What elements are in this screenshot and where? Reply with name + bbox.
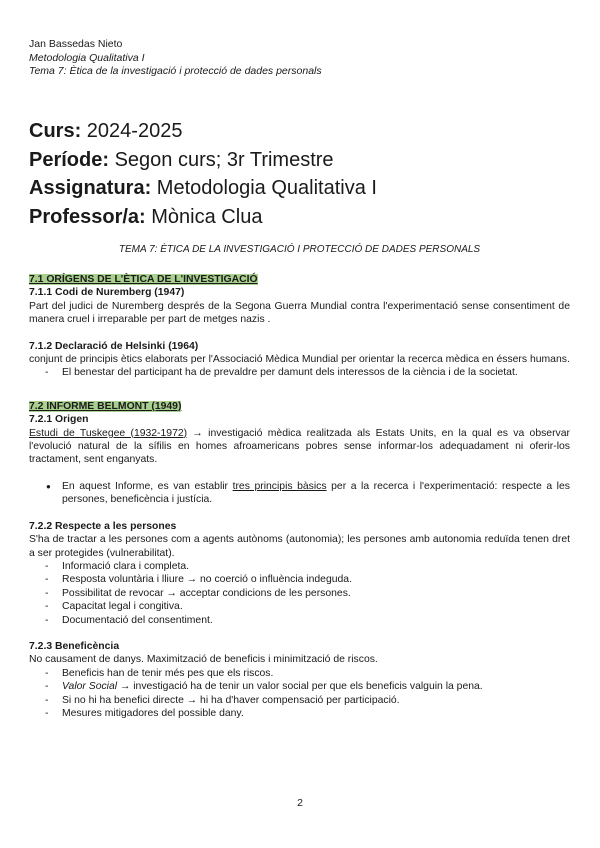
valor-social-term: Valor Social bbox=[62, 681, 118, 693]
header-subject: Metodologia Qualitativa I bbox=[29, 51, 145, 64]
list-item: - Si no hi ha benefici directe → hi ha d'haver compensació per participació. bbox=[29, 694, 570, 707]
header-author: Jan Bassedas Nieto bbox=[29, 38, 123, 50]
section-7-1-heading bbox=[29, 273, 570, 286]
course-row bbox=[29, 117, 377, 146]
subject-row bbox=[29, 174, 377, 203]
document-title: TEMA 7: ÈTICA DE LA INVESTIGACIÓ I PROTECCIÓ DE DADES PERSONALS bbox=[118, 244, 481, 255]
subject-value: Metodologia Qualitativa I bbox=[151, 177, 377, 199]
section-7-2-3-list bbox=[29, 667, 570, 721]
valor-social-text: → investigació ha de tenir un valor social per que els beneficis valguin la pena. bbox=[117, 681, 483, 693]
list-item: - Resposta voluntària i lliure → no coerció o influència indeguda. bbox=[29, 573, 570, 586]
list-item: - Possibilitat de revocar → acceptar condicions de les persones. bbox=[29, 587, 570, 600]
section-7-2-2-heading: 7.2.2 Respecte a les persones bbox=[29, 520, 177, 532]
page-header bbox=[29, 38, 322, 79]
list-item: - El benestar del participant ha de prevaldre per damunt dels interessos de la ciència i de la societat. bbox=[29, 366, 570, 379]
list-item: - Informació clara i completa. bbox=[29, 560, 570, 573]
section-7-1-title: 7.1 ORÍGENS DE L'ÈTICA DE L'INVESTIGACIÓ bbox=[29, 274, 258, 285]
section-7-2-heading bbox=[29, 400, 570, 413]
section-7-2-2-text: S'ha de tractar a les persones com a agents autònoms (autonomia); les persones amb autonomia reduïda tenen dret a ser protegides (vulnerabilitat). bbox=[29, 534, 570, 559]
course-value: 2024-2025 bbox=[81, 120, 183, 142]
list-item: - Documentació del consentiment. bbox=[29, 614, 570, 627]
professor-value: Mònica Clua bbox=[145, 205, 263, 228]
section-7-1-1-text: Part del judici de Nuremberg després de la Segona Guerra Mundial contra l'experimentació sense consentiment de manera cruel i irreparable per part de metges nazis . bbox=[29, 300, 570, 326]
section-7-1-2-text: conjunt de principis ètics elaborats per l'Associació Mèdica Mundial per orientar la recerca mèdica en éssers humans. bbox=[29, 354, 570, 366]
principles-link[interactable]: tres principis bàsics bbox=[232, 480, 327, 492]
period-label: Període: bbox=[29, 148, 110, 171]
section-7-2-1-text bbox=[29, 427, 570, 467]
professor-row bbox=[29, 203, 377, 232]
list-item: - Beneficis han de tenir més pes que els riscos. bbox=[29, 667, 570, 680]
professor-label: Professor/a: bbox=[29, 205, 146, 228]
list-item bbox=[29, 680, 570, 693]
section-7-2-3-heading: 7.2.3 Beneficència bbox=[29, 640, 120, 652]
section-7-2-1-bullets bbox=[29, 480, 570, 507]
period-row bbox=[29, 146, 377, 175]
section-7-2-1-body: → investigació mèdica realitzada als Estats Units, en la qual es va observar l'evolució natural de la sífilis en homes afroamericans pobres sense informar-los adequadament ni oferir-los tractament, sent enganyats. bbox=[29, 427, 570, 466]
header-topic: Tema 7: Ètica de la investigació i protecció de dades personals bbox=[29, 65, 322, 77]
tuskegee-link[interactable]: Estudi de Tuskegee (1932-1972) bbox=[29, 427, 188, 439]
section-7-2-3-text: No causament de danys. Maximització de beneficis i minimització de riscos. bbox=[29, 654, 378, 666]
period-value: Segon curs; 3r Trimestre bbox=[109, 148, 334, 171]
bullet-text-pre: En aquest Informe, es van establir bbox=[62, 480, 233, 492]
section-7-2-1-heading: 7.2.1 Origen bbox=[29, 414, 89, 426]
main-content bbox=[29, 243, 570, 720]
section-7-2-2-list bbox=[29, 560, 570, 627]
list-item: - Mesures mitigadores del possible dany. bbox=[29, 707, 570, 720]
section-7-2-title: 7.2 INFORME BELMONT (1949) bbox=[29, 400, 182, 412]
course-label: Curs: bbox=[29, 120, 82, 142]
list-item bbox=[29, 480, 570, 507]
section-7-1-2-heading: 7.1.2 Declaració de Helsinki (1964) bbox=[29, 340, 199, 352]
course-info bbox=[29, 117, 377, 231]
section-7-1-1-heading: 7.1.1 Codi de Nuremberg (1947) bbox=[29, 287, 185, 299]
subject-label: Assignatura: bbox=[29, 177, 152, 199]
section-7-1-2-list bbox=[29, 366, 570, 379]
page-number: 2 bbox=[297, 797, 303, 809]
bullet-text-post: per a la recerca i l'experimentació: respecte a les persones, beneficència i justícia. bbox=[62, 480, 570, 506]
list-item: - Capacitat legal i congitiva. bbox=[29, 600, 570, 613]
